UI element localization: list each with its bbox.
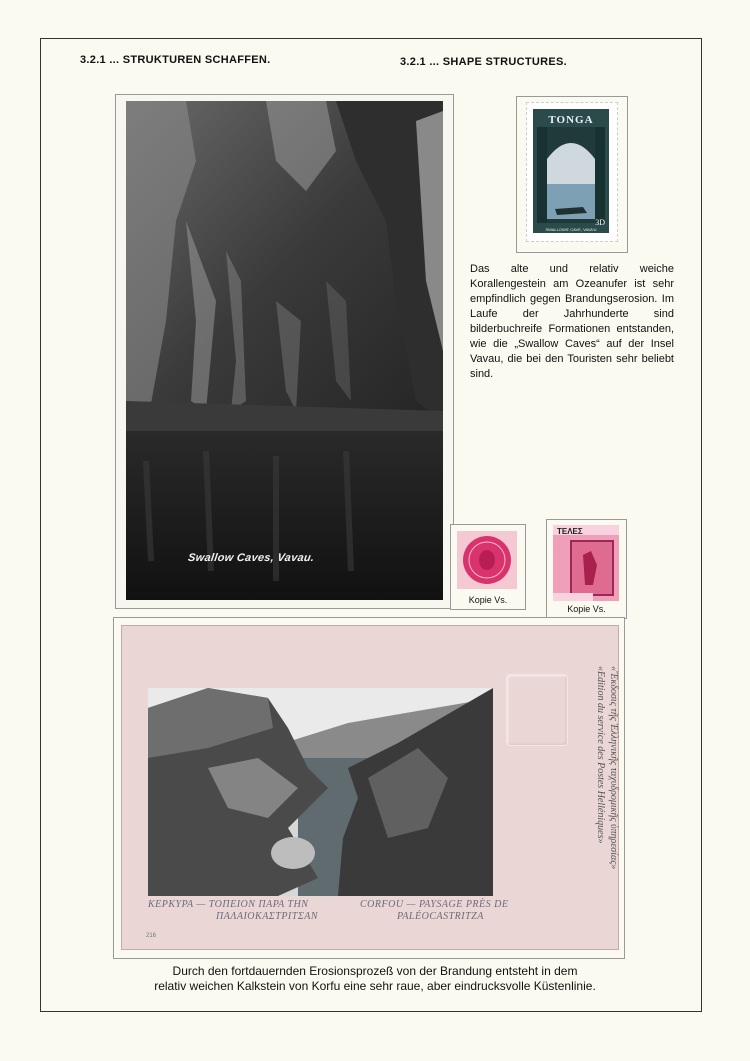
- embossed-stamp: [506, 674, 568, 746]
- stamp-value: 3D: [595, 218, 605, 227]
- postcard-number: 216: [146, 933, 157, 939]
- header-right: 3.2.1 ... SHAPE STRUCTURES.: [400, 56, 568, 68]
- caption-french-1: CORFOU — PAYSAGE PRÈS DE: [360, 899, 509, 910]
- postcard-vertical-text: [594, 666, 620, 916]
- vertical-text-greek: «Ἔκδοσις τῆς Ἑλληνικῆς ταχυδρομικῆς ὑπηρεσίας»: [608, 666, 619, 870]
- vertical-text-french: «Edition du service des Postes Helléniques»: [595, 666, 606, 844]
- copy-1-image: [457, 531, 517, 589]
- copy-2-overprint: ΤΕΛΕΣ: [557, 527, 583, 536]
- copy-2-label: Kopie Vs.: [567, 604, 606, 614]
- cave-postcard-caption: Swallow Caves, Vavau.: [187, 552, 316, 564]
- copy-2-image: [553, 525, 619, 601]
- corfu-photo: [148, 688, 493, 896]
- stamp-image: [533, 109, 609, 233]
- tonga-stamp: [526, 102, 618, 242]
- corfu-photo-image: [148, 688, 493, 896]
- header-left: 3.2.1 ... STRUKTUREN SCHAFFEN.: [80, 54, 271, 66]
- copy-1-mount: [450, 524, 526, 610]
- corfu-postcard: [121, 625, 619, 950]
- footer-line-2: relativ weichen Kalkstein von Korfu eine sehr raue, aber eindrucksvolle Küstenlinie.: [154, 979, 596, 993]
- copy-1-label: Kopie Vs.: [468, 595, 508, 605]
- footer-line-1: Durch den fortdauernden Erosionsprozeß von der Brandung entsteht in dem: [172, 964, 578, 978]
- cave-photo-image: [126, 101, 443, 600]
- stamp-country: TONGA: [548, 114, 594, 126]
- cave-postcard: [126, 101, 443, 600]
- footer-text: [90, 964, 660, 994]
- caption-greek-2: ΠΑΛΑΙΟΚΑΣΤΡΙΤΣΑΝ: [216, 911, 319, 922]
- description-text: Das alte und relativ weiche Korallengestein am Ozeanufer ist sehr empfindlich gegen Brandungserosion. Im Laufe der Jahrhunderte sind bilderbuchreife Formationen entstanden, wie die „Swallow Caves“ auf der Insel Vavau, die bei den Touristen sehr beliebt sind.: [470, 263, 674, 380]
- copy-2-mount: [546, 519, 627, 619]
- caption-greek-1: ΚΕΡΚΥΡΑ — ΤΟΠΕΙΟΝ ΠΑΡΑ ΤΗΝ: [148, 899, 309, 910]
- caption-french-2: PALÉOCASTRITZA: [397, 911, 484, 922]
- stamp-inscription: SWALLOWS' CAVE, VAVA'U: [545, 227, 597, 232]
